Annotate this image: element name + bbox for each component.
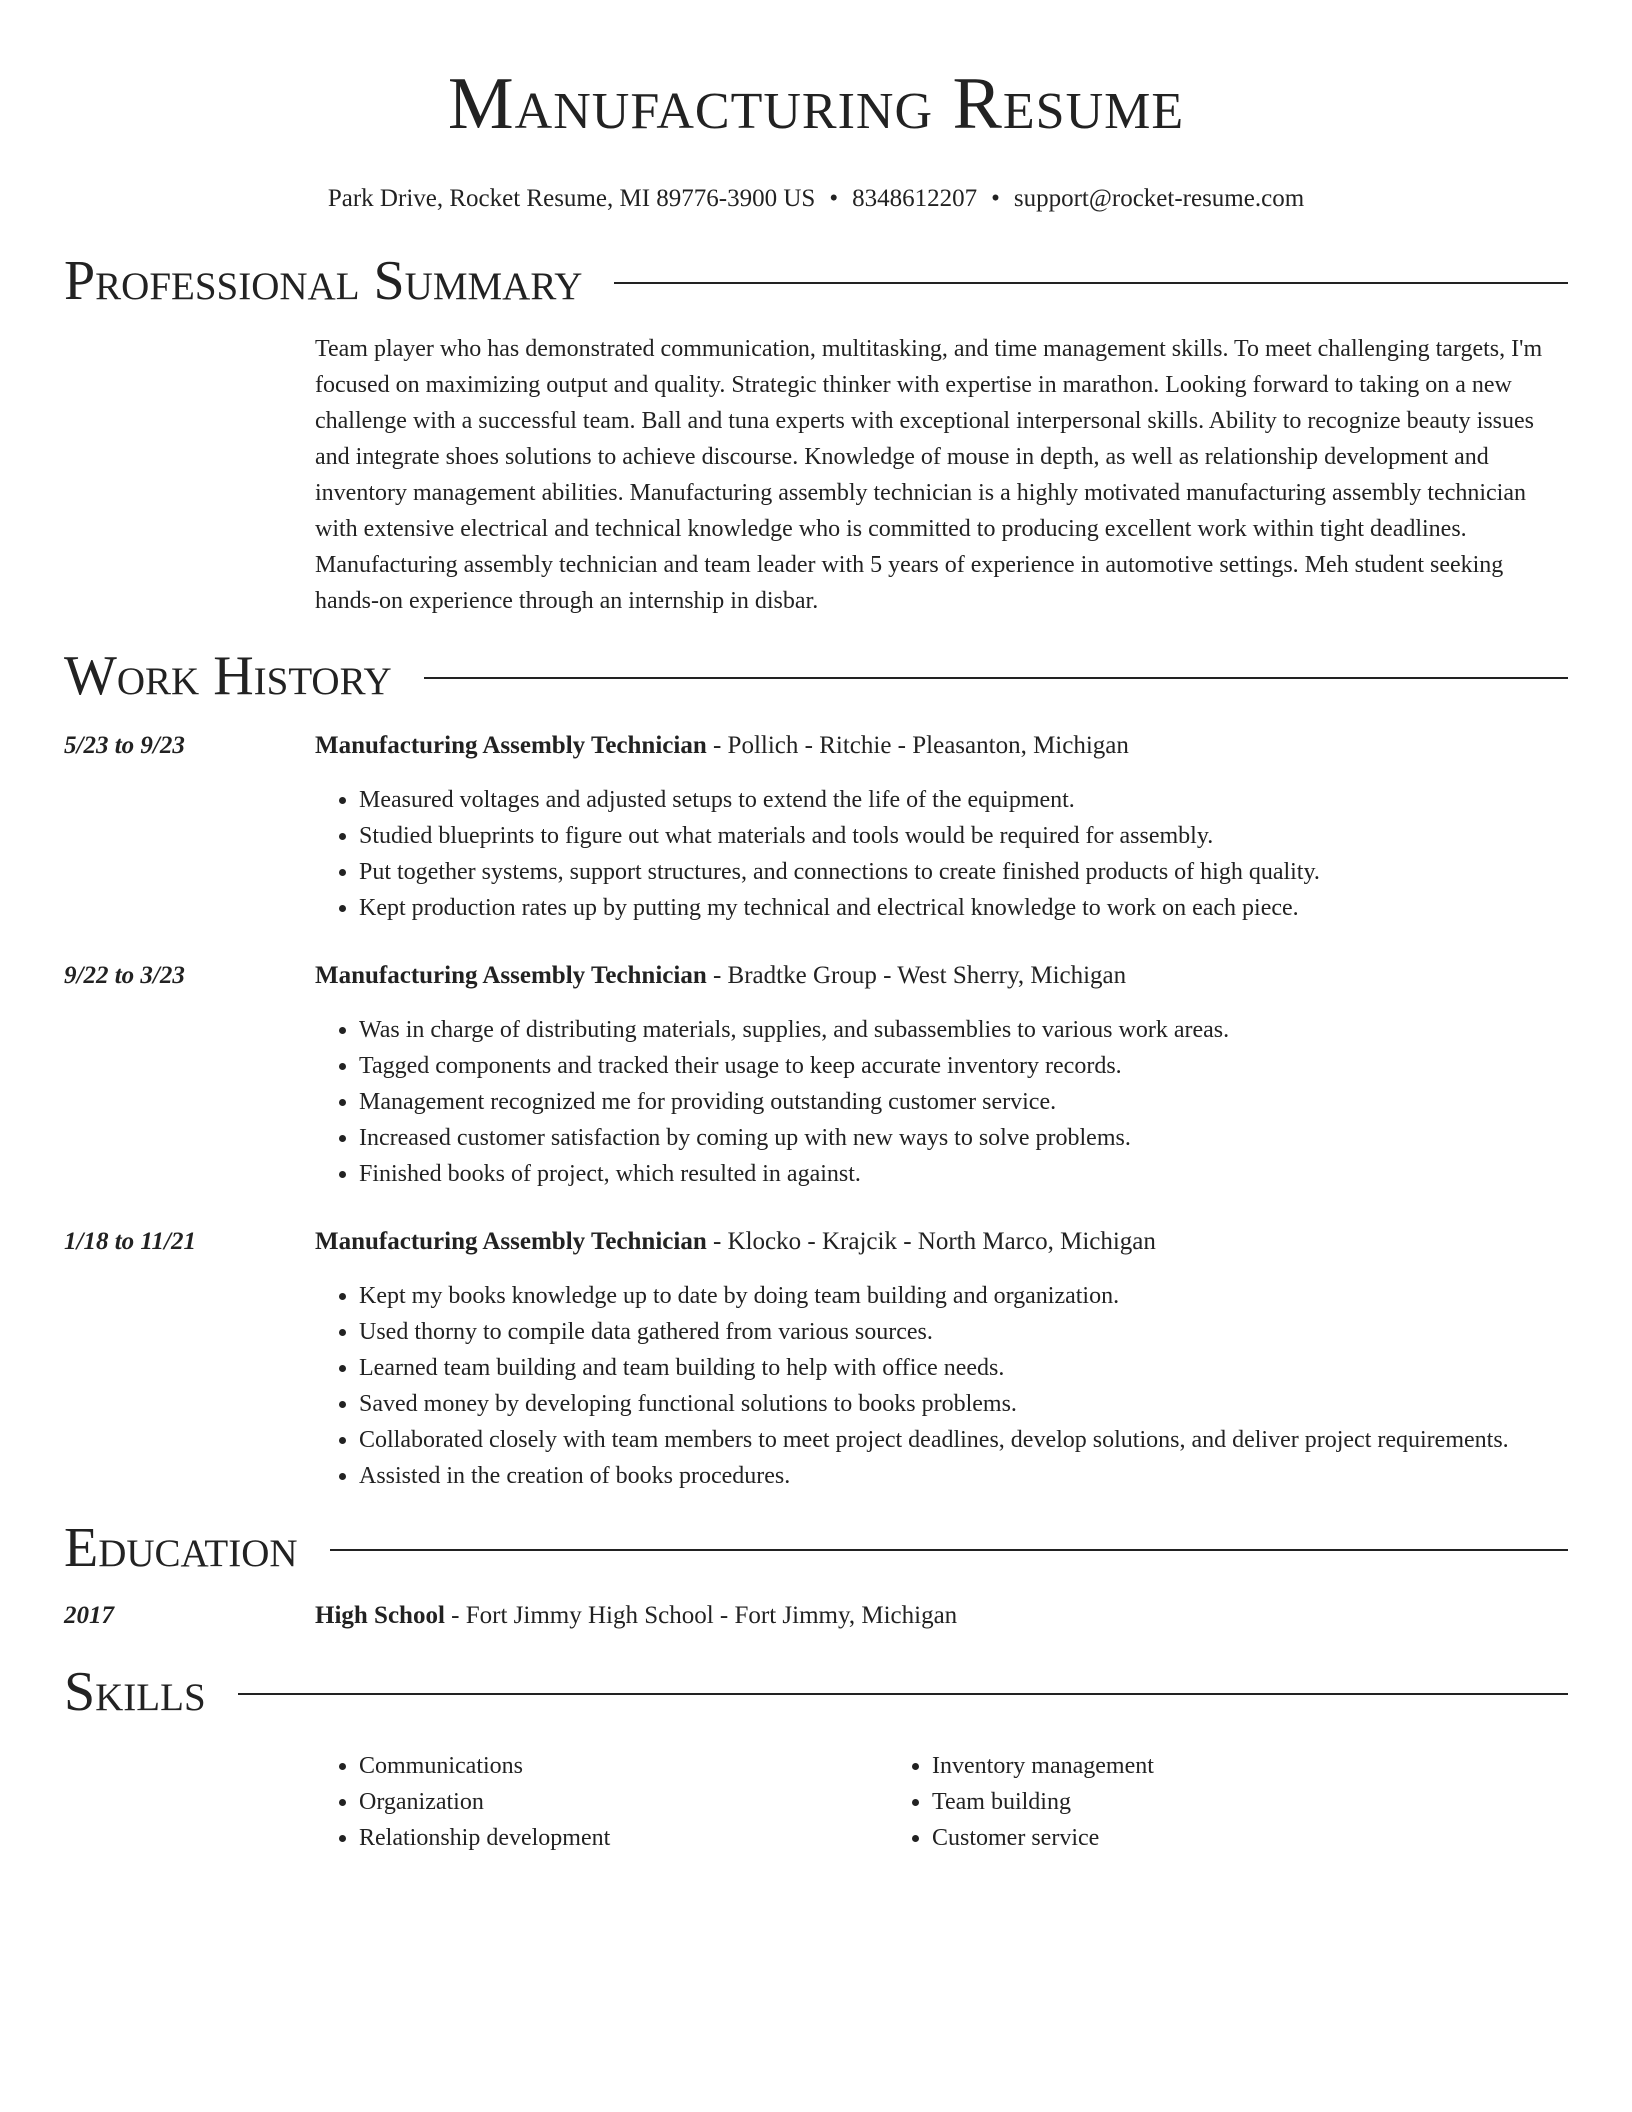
- job-company: - Bradtke Group - West Sherry, Michigan: [706, 962, 1127, 989]
- summary-heading: Professional Summary: [64, 250, 583, 312]
- skills-list: [315, 1748, 1568, 1856]
- education-school: - Fort Jimmy High School - Fort Jimmy, Michigan: [444, 1602, 958, 1629]
- skills-column-right: [888, 1748, 1461, 1856]
- job-bullet: • Tagged components and tracked their usage to keep accurate inventory records.: [359, 1048, 1568, 1084]
- job-dates: 9/22 to 3/23: [64, 962, 185, 989]
- job-bullet: • Learned team building and team building to help with office needs.: [359, 1350, 1568, 1386]
- section-divider: [614, 282, 1568, 284]
- job-bullet: • Kept my books knowledge up to date by doing team building and organization.: [359, 1278, 1568, 1314]
- skills-section-header: [64, 1660, 1568, 1724]
- job-bullet: • Kept production rates up by putting my technical and electrical knowledge to work on each piece.: [359, 890, 1568, 926]
- contact-email: support@rocket-resume.com: [1013, 185, 1305, 212]
- job-bullet: • Put together systems, support structures, and connections to create finished products of high quality.: [359, 854, 1568, 890]
- job-bullets: [315, 1278, 1568, 1494]
- job-bullet: • Saved money by developing functional solutions to books problems.: [359, 1386, 1568, 1422]
- skill-item: • Relationship development: [359, 1820, 888, 1856]
- job-dates: 5/23 to 9/23: [64, 732, 185, 759]
- job-bullet: • Collaborated closely with team members to meet project deadlines, develop solutions, and deliver project requirements.: [359, 1422, 1568, 1458]
- education-heading: Education: [64, 1517, 298, 1579]
- job-title: Manufacturing Assembly Technician: [315, 962, 707, 989]
- job-bullet: • Measured voltages and adjusted setups to extend the life of the equipment.: [359, 782, 1568, 818]
- job-bullet: • Assisted in the creation of books procedures.: [359, 1458, 1568, 1494]
- job-headline: [315, 958, 1568, 994]
- section-divider: [330, 1549, 1568, 1551]
- skill-item: • Inventory management: [932, 1748, 1461, 1784]
- job-company: - Pollich - Ritchie - Pleasanton, Michigan: [706, 732, 1129, 759]
- job-headline: [315, 728, 1568, 764]
- work-heading: Work History: [64, 645, 392, 707]
- skill-item: • Customer service: [932, 1820, 1461, 1856]
- work-section-header: [64, 644, 1568, 708]
- job-headline: [315, 1224, 1568, 1260]
- summary-section-header: [64, 249, 1568, 313]
- job-bullet: • Was in charge of distributing materials, supplies, and subassemblies to various work areas.: [359, 1012, 1568, 1048]
- skills-column-left: [315, 1748, 888, 1856]
- resume-title: Manufacturing Resume: [447, 63, 1185, 145]
- skill-item: • Communications: [359, 1748, 888, 1784]
- job-title: Manufacturing Assembly Technician: [315, 1228, 707, 1255]
- skill-item: • Organization: [359, 1784, 888, 1820]
- skill-item: • Team building: [932, 1784, 1461, 1820]
- job-entry: [64, 728, 1568, 926]
- job-bullets: [315, 782, 1568, 926]
- job-bullets: [315, 1012, 1568, 1192]
- section-divider: [238, 1693, 1568, 1695]
- contact-separator: •: [991, 185, 1000, 212]
- job-bullet: • Used thorny to compile data gathered from various sources.: [359, 1314, 1568, 1350]
- job-bullet: • Increased customer satisfaction by coming up with new ways to solve problems.: [359, 1120, 1568, 1156]
- job-company: - Klocko - Krajcik - North Marco, Michigan: [706, 1228, 1156, 1255]
- education-section-header: [64, 1516, 1568, 1580]
- job-bullet: • Management recognized me for providing outstanding customer service.: [359, 1084, 1568, 1120]
- work-history-list: [64, 728, 1568, 1494]
- job-entry: [64, 958, 1568, 1192]
- job-bullet: • Studied blueprints to figure out what materials and tools would be required for assembly.: [359, 818, 1568, 854]
- contact-line: [64, 184, 1568, 214]
- contact-address: Park Drive, Rocket Resume, MI 89776-3900 US: [327, 185, 816, 212]
- skills-heading: Skills: [64, 1661, 206, 1723]
- job-title: Manufacturing Assembly Technician: [315, 732, 707, 759]
- contact-separator: •: [829, 185, 839, 212]
- education-entry: [64, 1598, 1568, 1634]
- education-degree: High School: [315, 1602, 445, 1629]
- contact-phone: 8348612207: [852, 185, 978, 212]
- job-bullet: • Finished books of project, which resulted in against.: [359, 1156, 1568, 1192]
- job-entry: [64, 1224, 1568, 1494]
- job-dates: 1/18 to 11/21: [64, 1228, 196, 1255]
- education-date: 2017: [64, 1602, 114, 1629]
- summary-text: Team player who has demonstrated communication, multitasking, and time management skills. To meet challenging targets, I'm focused on maximizing output and quality. Strategic thinker with expertise in marathon. Looking forward to taking on a new challenge with a successful team. Ball and tuna experts with exceptional interpersonal skills. Ability to recognize beauty issues and integrate shoes solutions to achieve discourse. Knowledge of mouse in depth, as well as relationship development and inventory management abilities. Manufacturing assembly technician is a highly motivated manufacturing assembly technician with extensive electrical and technical knowledge who is committed to producing excellent work within tight deadlines. Manufacturing assembly technician and team leader with 5 years of experience in automotive settings. Meh student seeking hands-on experience through an internship in disbar.: [315, 336, 1543, 614]
- section-divider: [424, 677, 1568, 679]
